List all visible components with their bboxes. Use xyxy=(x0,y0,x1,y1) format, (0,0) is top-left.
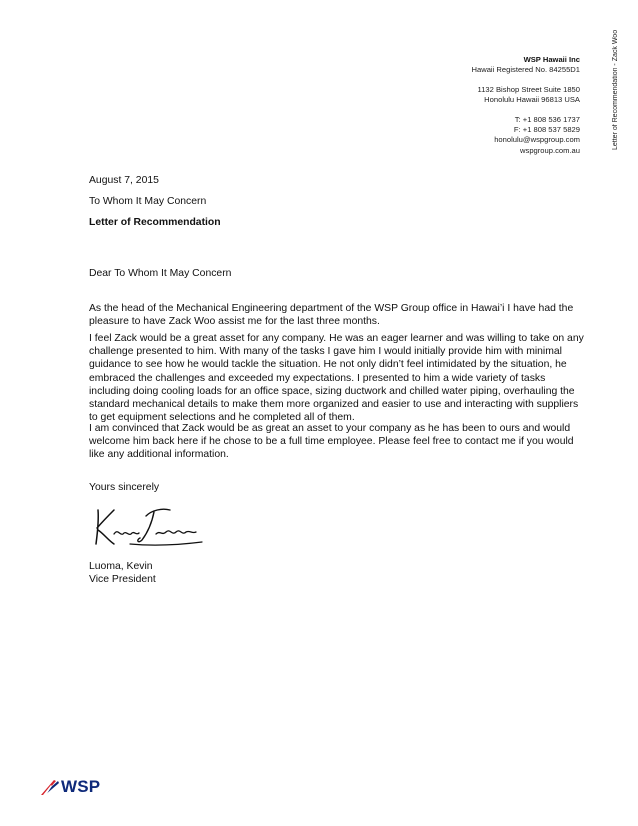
handwritten-signature xyxy=(90,500,208,556)
letter-date: August 7, 2015 xyxy=(89,175,159,186)
letter-recipient: To Whom It May Concern xyxy=(89,196,207,207)
wsp-logo-mark-icon xyxy=(40,778,60,796)
wsp-logo-text: WSP xyxy=(61,777,101,796)
letter-subject: Letter of Recommendation xyxy=(89,217,221,228)
company-email: honolulu@wspgroup.com xyxy=(494,135,580,145)
document-side-label: Letter of Recommendation - Zack Woo xyxy=(612,29,619,150)
company-info-block xyxy=(380,55,580,156)
company-address-line2: Honolulu Hawaii 96813 USA xyxy=(484,95,580,105)
letter-salutation: Dear To Whom It May Concern xyxy=(89,268,232,279)
signer-name: Luoma, Kevin xyxy=(89,561,153,572)
company-address-line1: 1132 Bishop Street Suite 1850 xyxy=(477,84,580,94)
letter-paragraph-3: I am convinced that Zack would be as great an asset to your company as he has been to ours and would welcome him back here if he chose to be a full time employee. Please feel free to contact me if you would like any additional information. xyxy=(89,423,574,461)
letter-paragraph-1: As the head of the Mechanical Engineering department of the WSP Group office in Hawai’i I have had the pleasure to have Zack Woo assist me for the last three months. xyxy=(89,303,574,328)
company-fax: F: +1 808 537 5829 xyxy=(513,125,580,135)
company-phone: T: +1 808 536 1737 xyxy=(514,114,580,124)
company-website: wspgroup.com.au xyxy=(520,145,580,155)
company-name: WSP Hawaii Inc xyxy=(523,55,580,64)
wsp-logo xyxy=(40,776,100,798)
signer-title: Vice President xyxy=(89,574,156,585)
letter-paragraph-2: I feel Zack would be a great asset for any company. He was an eager learner and was willing to take on any challenge presented to him. With many of the tasks I gave him I would initially provide him with minimal guidance to see how he would tackle the situation. He not only didn’t feel intimidated by the situation, he embraced the challenges and exceeded my expectations. I presented to him a wide variety of tasks including doing cooling loads for an office space, sizing ductwork and chilled water piping, overhauling the standard mechanical details to make them more organized and easier to use and interacting with suppliers to get equipment selections and he completed all of them. xyxy=(89,333,584,424)
company-registration: Hawaii Registered No. 84255D1 xyxy=(471,65,580,75)
letter-closing: Yours sincerely xyxy=(89,482,160,493)
